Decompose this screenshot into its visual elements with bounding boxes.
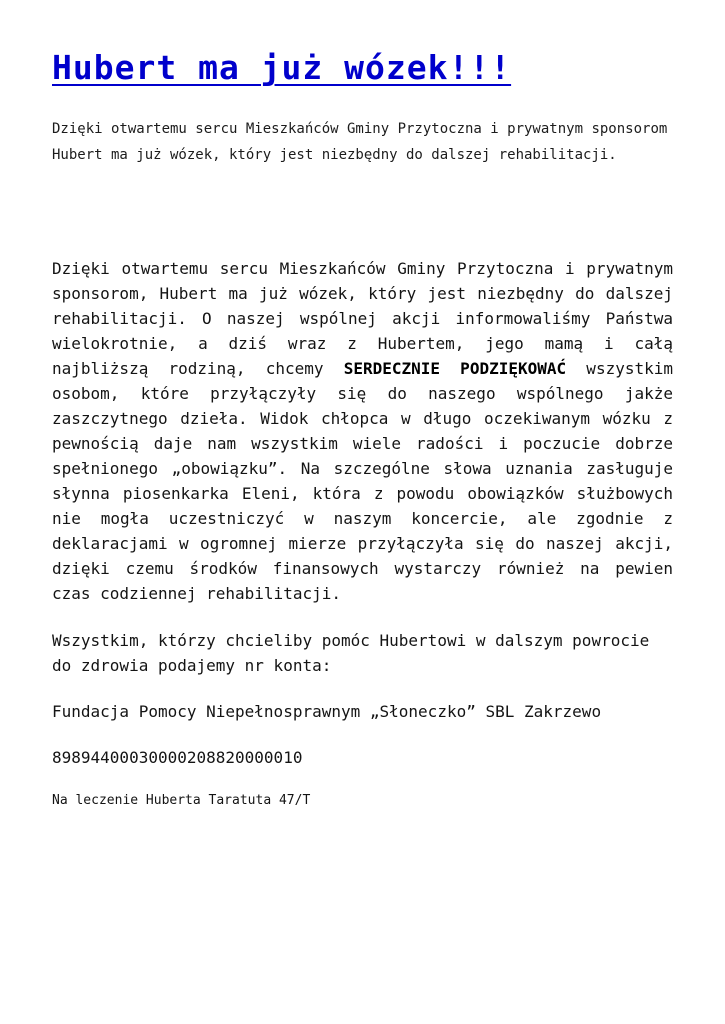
main-paragraph-part2: wszystkim osobom, które przyłączyły się do naszego wspólnego jakże zaszczytnego dzieła. Widok chłopca w długo oczekiwanym wózku z pewnością daje nam wszystkim wiele radości i poczucie dobrze spełnionego „obowiązku”. Na szczególne słowa uznania zasługuje słynna piosenkarka Eleni, która z powodu obowiązków służbowych nie mogła uczestniczyć w naszym koncercie, ale zgodnie z deklaracjami w ogromnej mierze przyłączyła się do naszej akcji, dzięki czemu środków finansowych wystarczy również na pewien czas codziennej rehabilitacji. — [52, 359, 673, 604]
title-link[interactable]: Hubert ma już wózek!!! — [52, 48, 512, 87]
account-number: 89894400030000208820000010 — [52, 748, 303, 768]
lead-paragraph: Dzięki otwartemu sercu Mieszkańców Gminy Przytoczna i prywatnym sponsorom Hubert ma już wózek, który jest niezbędny do dalszej rehabilitacji. — [52, 121, 668, 164]
foundation-name: Fundacja Pomocy Niepełnosprawnym „Słoneczko” SBL Zakrzewo — [52, 702, 602, 722]
donation-info-paragraph: Wszystkim, którzy chcieliby pomóc Hubertowi w dalszym powrocie do zdrowia podajemy nr konta: — [52, 631, 650, 676]
main-paragraph — [52, 256, 673, 606]
payment-title: Na leczenie Huberta Taratuta 47/T — [52, 793, 311, 809]
main-paragraph-part1: Dzięki otwartemu sercu Mieszkańców Gminy Przytoczna i prywatnym sponsorom, Hubert ma już wózek, który jest niezbędny do dalszej rehabilitacji. O naszej wspólnej akcji informowaliśmy Państwa wielokrotnie, a dziś wraz z Hubertem, jego mamą i całą najbliższą rodziną, chcemy — [52, 259, 673, 379]
main-paragraph-bold: SERDECZNIE PODZIĘKOWAĆ — [343, 359, 567, 379]
page-title — [52, 50, 673, 86]
